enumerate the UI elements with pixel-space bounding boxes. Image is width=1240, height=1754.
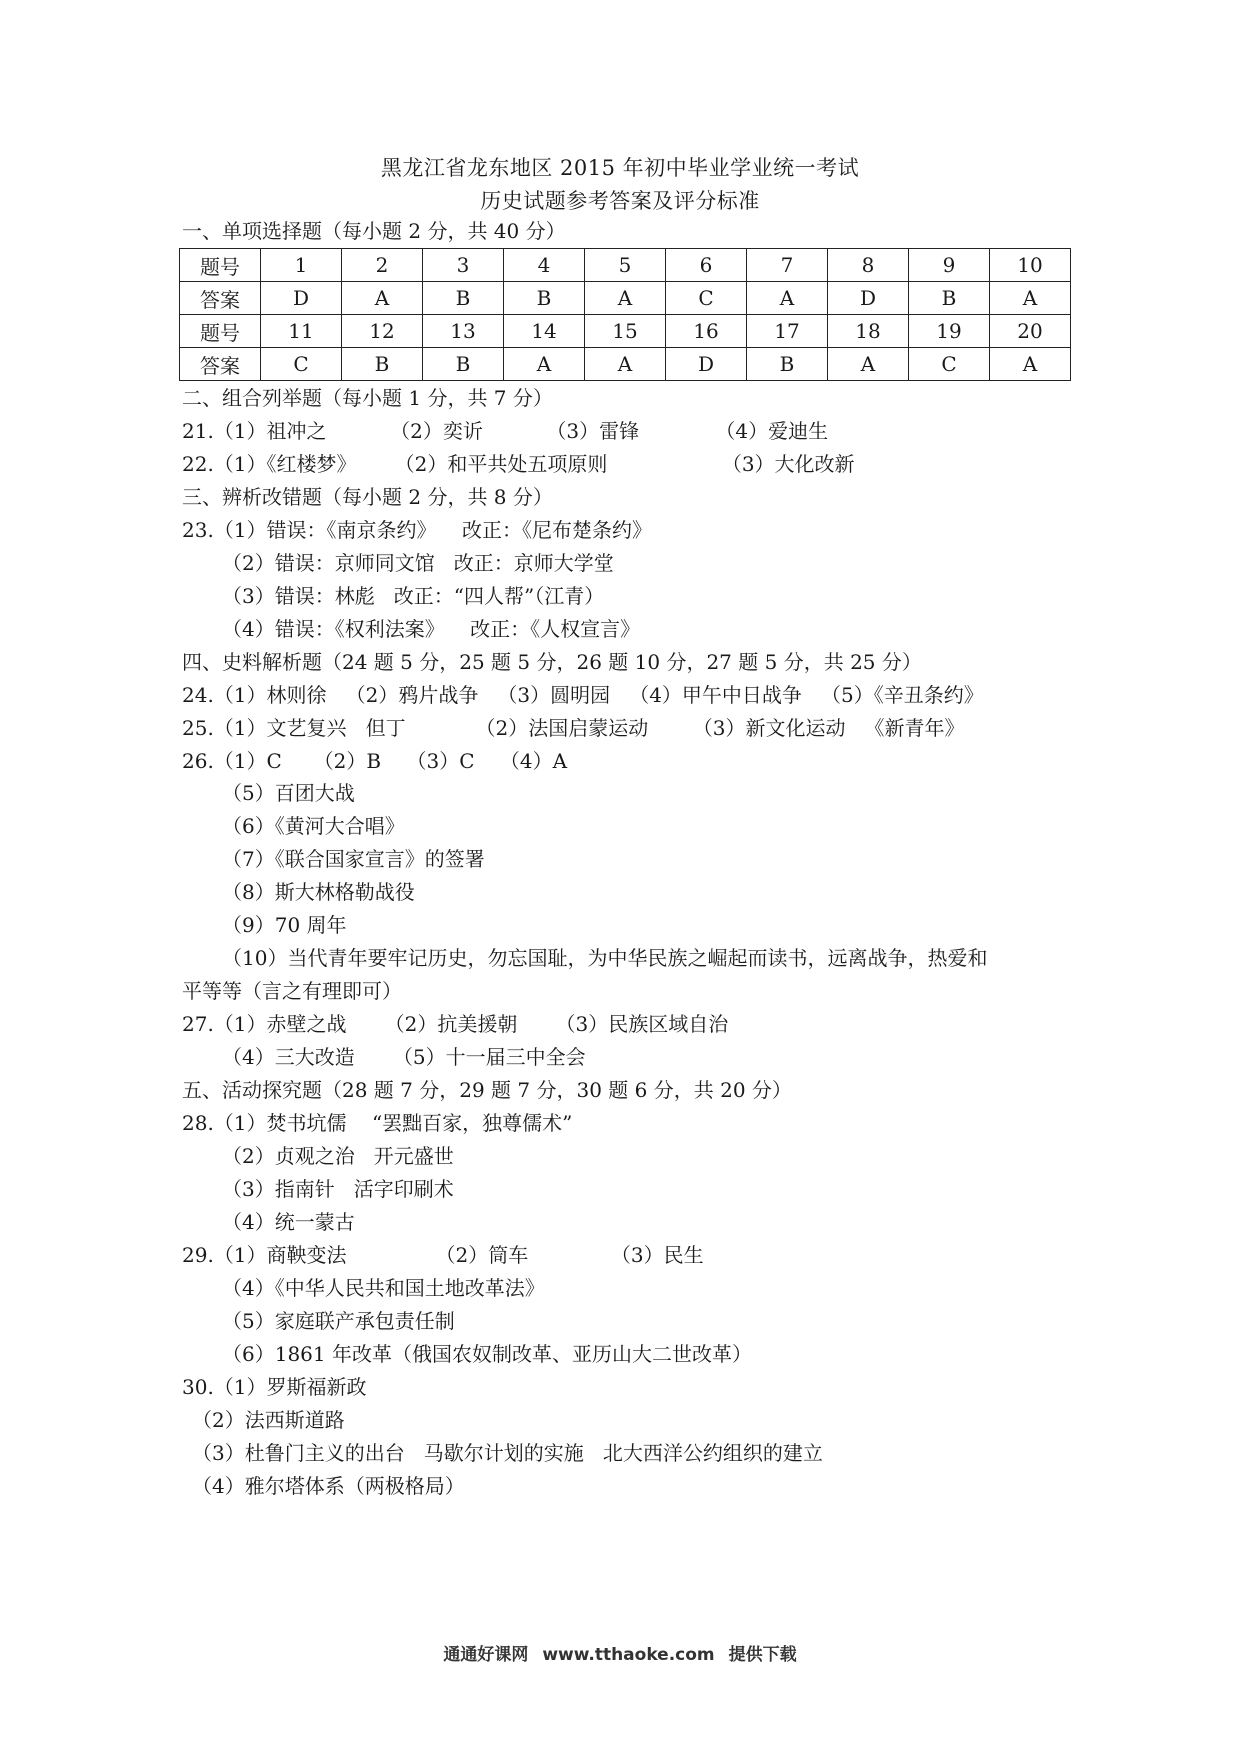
answer-line-23-2: （2）错误：京师同文馆 改正：京师大学堂 [222,551,614,575]
answer-line-28-3: （3）指南针 活字印刷术 [222,1177,454,1201]
answer-cell: B [423,282,504,315]
answer-cell: A [990,282,1071,315]
question-number: 14 [504,315,585,348]
answer-line-26-8: （8）斯大林格勒战役 [222,880,415,904]
answer-line-24: 24.（1）林则徐 （2）鸦片战争 （3）圆明园 （4）甲午中日战争 （5）《辛丑条约》 [182,683,984,707]
answer-line-30-3: （3）杜鲁门主义的出台 马歇尔计划的实施 北大西洋公约组织的建立 [192,1441,823,1465]
answer-line-21: 21.（1）祖冲之 （2）奕䜣 （3）雷锋 （4）爱迪生 [182,419,829,443]
footer-site-name: 通通好课网 [443,1645,529,1665]
answer-line-27-2: （4）三大改造 （5）十一届三中全会 [222,1045,586,1069]
row-label: 题号 [180,315,261,348]
answer-cell: A [504,348,585,381]
answer-line-26-6: （6）《黄河大合唱》 [222,814,405,838]
answer-line-22: 22.（1）《红楼梦》 （2）和平共处五项原则 （3）大化改新 [182,452,855,476]
answer-cell: D [261,282,342,315]
answer-line-23-1: 23.（1）错误：《南京条约》 改正：《尼布楚条约》 [182,518,652,542]
answer-line-26-5: （5）百团大战 [222,781,355,805]
answer-line-26-10: （10）当代青年要牢记历史，勿忘国耻，为中华民族之崛起而读书，远离战争，热爱和 [222,946,988,970]
question-number: 9 [909,249,990,282]
answer-cell: C [666,282,747,315]
question-number: 19 [909,315,990,348]
answer-line-26-1: 26.（1）C （2）B （3）C （4）A [182,749,568,773]
answer-cell: B [909,282,990,315]
answer-line-28-4: （4）统一蒙古 [222,1210,355,1234]
answer-cell: A [585,348,666,381]
question-number: 17 [747,315,828,348]
page-footer [0,1640,1240,1665]
answer-line-29-5: （5）家庭联产承包责任制 [222,1309,455,1333]
answer-cell: A [828,348,909,381]
section-heading-2: 二、组合列举题（每小题 1 分，共 7 分） [182,386,553,410]
answer-line-28-1: 28.（1）焚书坑儒 “罢黜百家，独尊儒术” [182,1111,573,1135]
answer-cell: D [828,282,909,315]
question-number: 11 [261,315,342,348]
answer-cell: C [909,348,990,381]
section-heading-4: 四、史料解析题（24 题 5 分，25 题 5 分，26 题 10 分，27 题 5 分，共 25 分） [182,650,922,674]
table-row [180,249,1071,282]
answer-line-29-6: （6）1861 年改革（俄国农奴制改革、亚历山大二世改革） [222,1342,752,1366]
footer-url-link[interactable]: www.tthaoke.com [542,1645,715,1665]
table-row [180,348,1071,381]
answer-cell: B [504,282,585,315]
answer-line-23-4: （4）错误：《权利法案》 改正：《人权宣言》 [222,617,641,641]
question-number: 6 [666,249,747,282]
answer-cell: A [342,282,423,315]
answer-line-28-2: （2）贞观之治 开元盛世 [222,1144,454,1168]
question-number: 7 [747,249,828,282]
question-number: 12 [342,315,423,348]
answer-line-26-10-cont: 平等等（言之有理即可） [182,979,402,1003]
question-number: 16 [666,315,747,348]
question-number: 15 [585,315,666,348]
table-row [180,282,1071,315]
answer-cell: B [423,348,504,381]
row-label: 答案 [180,282,261,315]
question-number: 4 [504,249,585,282]
question-number: 20 [990,315,1071,348]
footer-suffix: 提供下载 [728,1645,797,1665]
question-number: 1 [261,249,342,282]
answer-cell: A [747,282,828,315]
answer-cell: D [666,348,747,381]
answer-line-25: 25.（1）文艺复兴 但丁 （2）法国启蒙运动 （3）新文化运动 《新青年》 [182,716,965,740]
answer-line-26-9: （9）70 周年 [222,913,347,937]
answer-line-29-1: 29.（1）商鞅变法 （2）筒车 （3）民生 [182,1243,704,1267]
answer-line-29-4: （4）《中华人民共和国土地改革法》 [222,1276,545,1300]
question-number: 13 [423,315,504,348]
question-number: 5 [585,249,666,282]
section-heading-1: 一、单项选择题（每小题 2 分，共 40 分） [182,219,566,243]
answer-line-30-4: （4）雅尔塔体系（两极格局） [192,1474,465,1498]
answer-cell: A [990,348,1071,381]
question-number: 10 [990,249,1071,282]
answer-table [179,248,1071,381]
answer-line-30-1: 30.（1）罗斯福新政 [182,1375,367,1399]
answer-cell: A [585,282,666,315]
answer-cell: B [747,348,828,381]
question-number: 3 [423,249,504,282]
answer-cell: C [261,348,342,381]
answer-line-26-7: （7）《联合国家宣言》的签署 [222,847,485,871]
document-subtitle: 历史试题参考答案及评分标准 [480,189,760,213]
answer-cell: B [342,348,423,381]
section-heading-5: 五、活动探究题（28 题 7 分，29 题 7 分，30 题 6 分，共 20 分） [182,1078,792,1102]
section-heading-3: 三、辨析改错题（每小题 2 分，共 8 分） [182,485,553,509]
document-title: 黑龙江省龙东地区 2015 年初中毕业学业统一考试 [380,156,860,180]
answer-line-30-2: （2）法西斯道路 [192,1408,345,1432]
row-label: 答案 [180,348,261,381]
question-number: 8 [828,249,909,282]
table-row [180,315,1071,348]
answer-line-27-1: 27.（1）赤壁之战 （2）抗美援朝 （3）民族区域自治 [182,1012,729,1036]
question-number: 2 [342,249,423,282]
question-number: 18 [828,315,909,348]
row-label: 题号 [180,249,261,282]
answer-line-23-3: （3）错误：林彪 改正：“四人帮”（江青） [222,584,605,608]
